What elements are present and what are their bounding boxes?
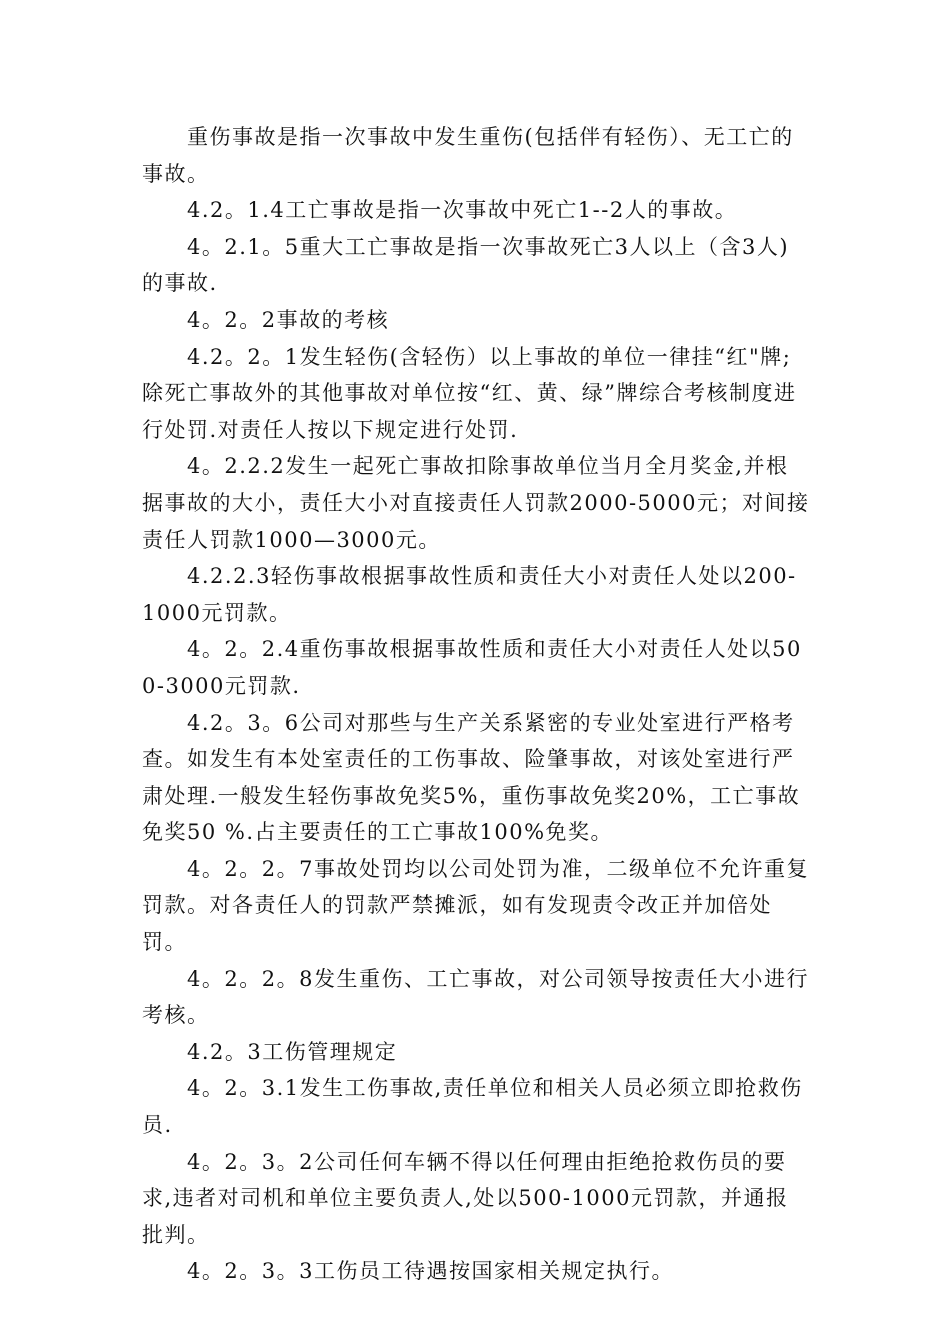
section-heading-4-2-3: 4.2。3工伤管理规定: [187, 1039, 398, 1064]
paragraph-4-2-2-8: 4。2。2。8发生重伤、工亡事故，对公司领导按责任大小进行考核。: [142, 966, 809, 1028]
paragraph-4-2-3-6: 4.2。3。6公司对那些与生产关系紧密的专业处室进行严格考查。如发生有本处室责任的工伤事故、险肇事故，对该处室进行严肃处理.一般发生轻伤事故免奖5%，重伤事故免奖20%，工亡事故免奖50 %.占主要责任的工亡事故100%免奖。: [142, 710, 801, 845]
paragraph-4-2-3-3: 4。2。3。3工伤员工待遇按国家相关规定执行。: [187, 1259, 674, 1284]
section-heading-4-2-2: 4。2。2事故的考核: [187, 307, 390, 332]
paragraph-serious-injury-definition: 重伤事故是指一次事故中发生重伤(包括伴有轻伤）、无工亡的事故。: [142, 125, 794, 186]
paragraph-4-2-2-7: 4。2。2。7事故处罚均以公司处罚为准，二级单位不允许重复罚款。对各责任人的罚款严禁摊派，如有发现责令改正并加倍处罚。: [142, 856, 809, 955]
paragraph-4-2-2-1: 4.2。2。1发生轻伤(含轻伤）以上事故的单位一律挂“红"牌;除死亡事故外的其他事故对单位按“红、黄、绿”牌综合考核制度进行处罚.对责任人按以下规定进行处罚.: [142, 344, 797, 442]
paragraph-4-2-2-2: 4。2.2.2发生一起死亡事故扣除事故单位当月全月奖金,并根据事故的大小，责任大小对直接责任人罚款2000-5000元；对间接责任人罚款1000—3000元。: [142, 454, 810, 552]
document-body: [142, 119, 810, 1290]
paragraph-4-2-1-4: 4.2。1.4工亡事故是指一次事故中死亡1--2人的事故。: [187, 198, 738, 223]
paragraph-4-2-3-1: 4。2。3.1发生工伤事故,责任单位和相关人员必须立即抢救伤员.: [142, 1076, 803, 1138]
paragraph-4-2-2-3: 4.2.2.3轻伤事故根据事故性质和责任大小对责任人处以200-1000元罚款。: [142, 564, 797, 625]
paragraph-4-2-3-2: 4。2。3。2公司任何车辆不得以任何理由拒绝抢救伤员的要求,违者对司机和单位主要负责人,处以500-1000元罚款，并通报批判。: [142, 1149, 789, 1247]
paragraph-4-2-1-5: 4。2.1。5重大工亡事故是指一次事故死亡3人以上（含3人)的事故.: [142, 234, 790, 296]
paragraph-4-2-2-4: 4。2。2.4重伤事故根据事故性质和责任大小对责任人处以500-3000元罚款.: [142, 637, 802, 698]
